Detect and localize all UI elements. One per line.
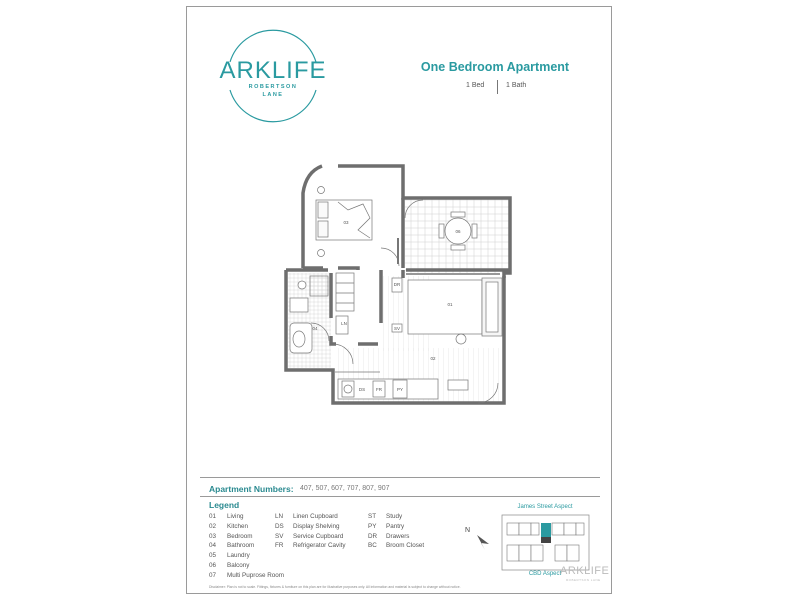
- legend-item: [209, 552, 250, 559]
- legend-code: 07: [209, 571, 217, 579]
- legend-name: Bedroom: [227, 532, 253, 540]
- label-balcony: 06: [455, 229, 461, 234]
- brand-sub-1: ROBERTSON: [248, 84, 298, 90]
- legend-name: Refrigerator Cavity: [293, 542, 346, 550]
- label-kitchen: 02: [430, 356, 436, 361]
- label-living: 01: [447, 302, 453, 307]
- label-pantry: PY: [396, 387, 404, 392]
- footer-divider-top: [200, 477, 600, 478]
- label-drawers: DR: [393, 282, 401, 287]
- page-title: One Bedroom Apartment: [420, 60, 570, 74]
- apartment-numbers-values: 407, 507, 607, 707, 807, 907: [300, 485, 390, 492]
- legend-item: [209, 513, 243, 520]
- legend-item: [368, 542, 424, 549]
- legend-name: Multi Puprose Room: [227, 571, 285, 579]
- legend-code: ST: [368, 513, 377, 520]
- label-bedroom: 03: [343, 220, 349, 225]
- legend-code: 02: [209, 522, 217, 530]
- legend-item: [368, 533, 409, 540]
- footer-divider-mid: [200, 496, 600, 497]
- legend-name: Pantry: [386, 522, 405, 530]
- north-arrow-icon: [463, 522, 493, 552]
- label-linen: LN: [341, 321, 347, 326]
- disclaimer-text: Disclaimer: Plan is not to scale. Fittings, fixtures & furniture on this plan are for illustrative purposes only. All information and material is subject to change without notice.: [209, 585, 461, 589]
- key-plan-bottom-label: CBD Aspect: [528, 571, 562, 577]
- legend-code: DR: [368, 532, 378, 540]
- legend-item: [209, 523, 248, 530]
- brand-sub-2: LANE: [262, 92, 284, 98]
- legend-name: Kitchen: [227, 522, 249, 530]
- legend-name: Bathroom: [227, 542, 255, 550]
- brand-logo: [208, 20, 338, 130]
- beds-label: 1 Bed: [466, 82, 485, 89]
- legend-name: Laundry: [227, 552, 250, 560]
- legend-item: [209, 542, 254, 549]
- legend-name: Living: [227, 513, 244, 520]
- legend-code: FR: [275, 542, 284, 550]
- legend-item: [209, 572, 284, 579]
- watermark-logo: ARKLIFE: [560, 565, 610, 577]
- baths-label: 1 Bath: [506, 82, 527, 89]
- legend-name: Drawers: [386, 532, 410, 540]
- label-fridge: FR: [376, 387, 382, 392]
- floor-plan: [278, 158, 522, 408]
- legend-code: 04: [209, 542, 217, 550]
- label-bathroom: 04: [312, 326, 318, 331]
- legend-title: Legend: [209, 500, 240, 510]
- legend-name: Linen Cupboard: [293, 513, 338, 520]
- legend-code: DS: [275, 522, 284, 530]
- legend-item: [275, 513, 338, 520]
- legend-item: [209, 533, 253, 540]
- legend-code: 06: [209, 562, 217, 569]
- legend-item: [275, 533, 343, 540]
- brand-name: ARKLIFE: [219, 57, 327, 84]
- label-display: DS: [358, 387, 366, 392]
- legend-name: Study: [386, 513, 403, 520]
- legend-code: 03: [209, 532, 217, 540]
- legend-code: PY: [368, 522, 377, 530]
- legend-item: [368, 523, 404, 530]
- legend-code: BC: [368, 542, 377, 550]
- legend-code: 05: [209, 552, 217, 560]
- legend-name: Balcony: [227, 562, 250, 569]
- legend-item: [368, 513, 402, 520]
- label-service: SV: [393, 326, 401, 331]
- legend-code: LN: [275, 513, 284, 520]
- legend-item: [275, 523, 340, 530]
- key-plan-top-label: James Street Aspect: [517, 504, 573, 510]
- legend-code: SV: [275, 532, 284, 540]
- legend-item: [275, 542, 346, 549]
- legend-code: 01: [209, 513, 217, 520]
- legend-item: [209, 562, 249, 569]
- apartment-numbers-label: Apartment Numbers:: [209, 484, 294, 494]
- legend-name: Broom Closet: [386, 542, 425, 550]
- legend-name: Service Cupboard: [293, 532, 344, 540]
- header-divider: [497, 80, 498, 94]
- north-label: N: [465, 527, 471, 534]
- watermark-sub: ROBERTSON LANE: [566, 578, 601, 582]
- legend-name: Display Shelving: [293, 522, 340, 530]
